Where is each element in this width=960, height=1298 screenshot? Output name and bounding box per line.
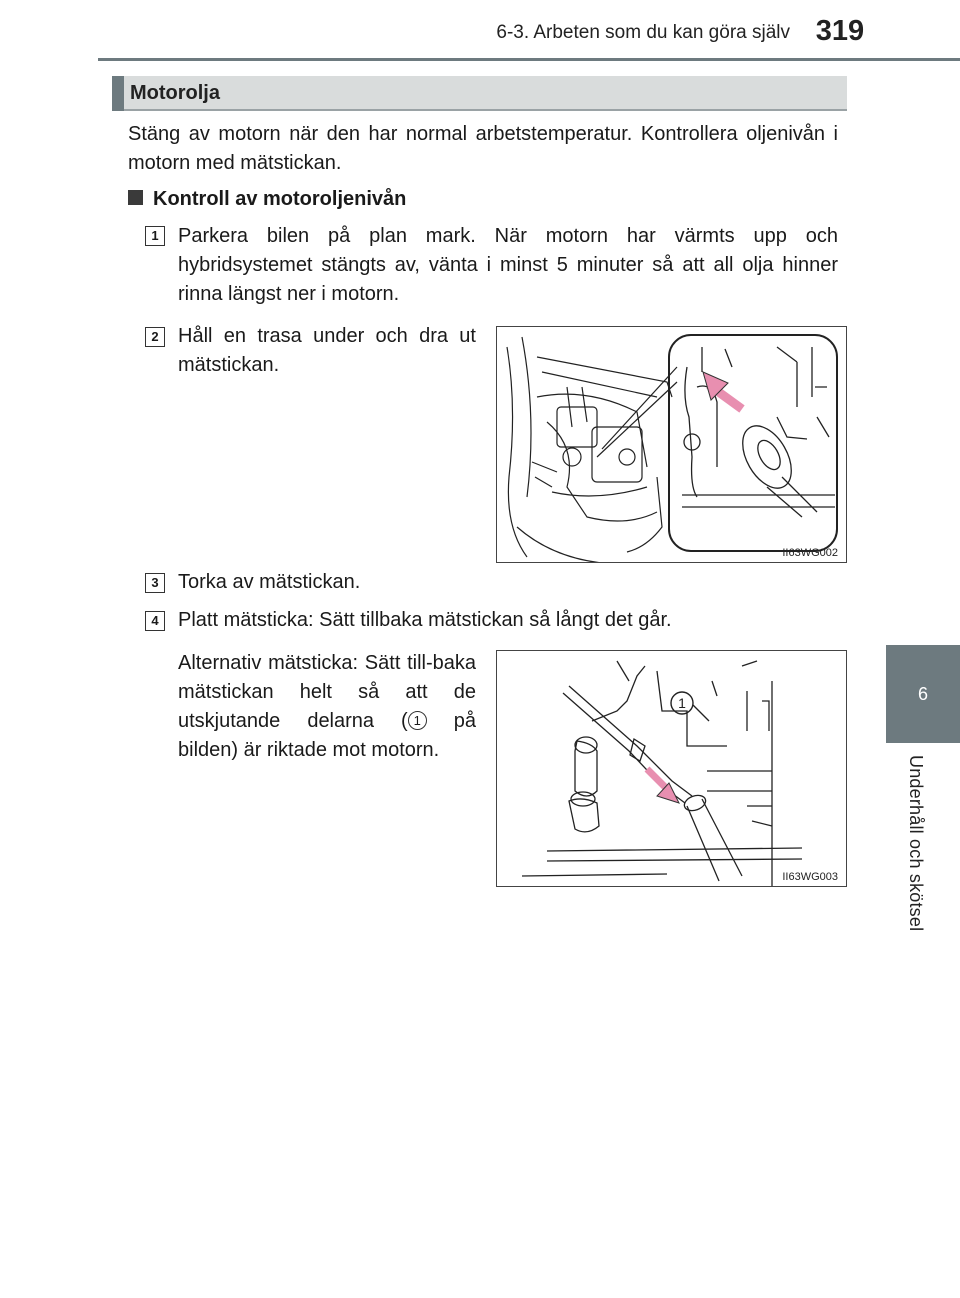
alternative-text-part1: Alternativ mätsticka: Sätt till-baka mätstickan helt så att de utskjutande delarna ( — [178, 652, 476, 732]
square-bullet-icon — [128, 190, 143, 205]
header-rule — [98, 58, 960, 61]
figure-callout-number: 1 — [678, 695, 686, 711]
figure-code: II63WG003 — [782, 871, 838, 883]
section-accent — [112, 76, 124, 111]
engine-bay-illustration — [497, 327, 847, 563]
intro-paragraph: Stäng av motorn när den har normal arbetstemperatur. Kontrollera oljenivån i motorn med mätstickan. — [128, 123, 838, 174]
alternative-text-part2: på bilden) är riktade mot motorn. — [178, 710, 476, 761]
step-2-text: Håll en trasa under och dra ut mätstickan. — [178, 325, 476, 376]
step-1-text: Parkera bilen på plan mark. När motorn har värmts upp och hybridsystemet stängts av, vänta i minst 5 minuter så att all olja hinner rinna längst ner i motorn. — [178, 225, 838, 305]
subheading — [128, 188, 406, 211]
running-header: 6-3. Arbeten som du kan göra själv — [496, 22, 790, 43]
step-number-4: 4 — [145, 611, 165, 631]
subheading-text: Kontroll av motoroljenivån — [153, 188, 407, 210]
step-number-1: 1 — [145, 226, 165, 246]
dipstick-illustration — [497, 651, 847, 887]
step-4-text: Platt mätsticka: Sätt tillbaka mätstickan så långt det går. — [178, 609, 672, 631]
step-number-2: 2 — [145, 327, 165, 347]
chapter-label: Underhåll och skötsel — [906, 755, 926, 932]
chapter-number: 6 — [917, 683, 928, 704]
figure-dipstick-insertion — [496, 650, 847, 887]
section-heading-bar — [112, 76, 847, 111]
figure-engine-dipstick — [496, 326, 847, 563]
figure-code: II63WG002 — [782, 547, 838, 559]
step-3-text: Torka av mätstickan. — [178, 571, 361, 593]
section-title: Motorolja — [130, 82, 220, 104]
chapter-tab — [886, 645, 960, 743]
step-number-3: 3 — [145, 573, 165, 593]
page-number: 319 — [815, 15, 865, 47]
callout-marker: 1 — [408, 711, 427, 730]
alternative-text — [178, 649, 476, 765]
